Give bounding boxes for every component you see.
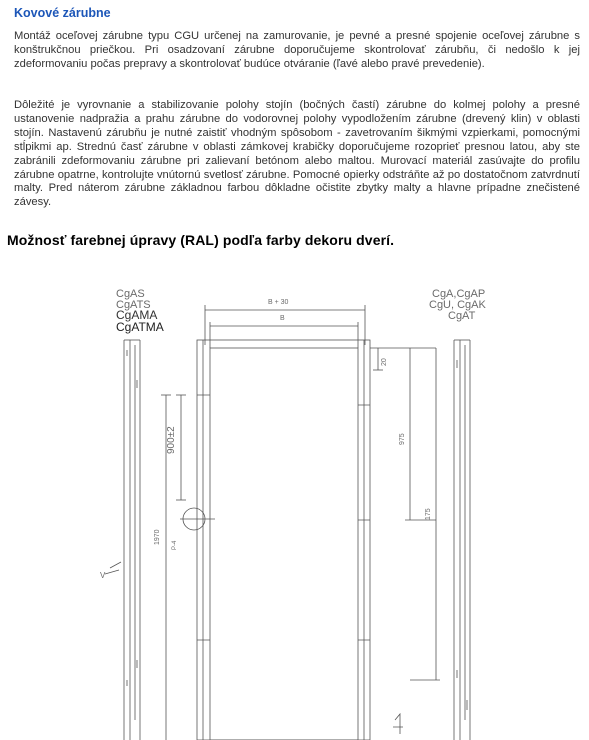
section-title: Kovové zárubne: [14, 6, 111, 20]
dim-top-outer: B + 30: [268, 299, 289, 306]
label-v: V: [100, 571, 106, 580]
left-frame-profile: [124, 340, 140, 740]
type-label-left-3: CgAMA: [116, 308, 158, 322]
dim-20: 20: [381, 358, 388, 366]
dim-1970: 1970: [154, 529, 161, 545]
type-label-left-2: CgATS: [116, 299, 151, 311]
type-label-right-2: CgU, CgAK: [429, 299, 486, 311]
type-label-right-1: CgA,CgAP: [432, 288, 486, 300]
type-label-left-4: CgATMA: [116, 320, 164, 334]
dim-175: 175: [425, 508, 432, 520]
paragraph-alignment: Dôležité je vyrovnanie a stabilizovanie polohy stojín (bočných častí) zárubne do kolmej polohy a presné ustanovenie nadpražia a prahu zárubne do vodorovnej polohy vypodložením zárubne (drevený klin) v oblasti stojín. Nastavenú zárubňu je nutné zaistiť vhodným spôsobom - zavetrovaním šikmými vzpierkami, pomocnými stĺpikmi ap. Strednú časť zárubne v oblasti zámkovej krabičky doporučujeme rozoprieť presnou latou, aby ste zabránili zdeformovaniu zárubne pri zalievaní betónom alebo maltou. Murovací materiál zasúvajte do profilu zárubne opatrne, kontrolujte vnútornú svetlosť zárubne. Pomocné opierky odstráňte až po dostatočnom zatvrdnutí malty. Pred náterom zárubne základnou farbou dôkladne očistite zbytky malty a hlavne prípadne znečistené závesy.: [14, 99, 580, 209]
dim-top-inner: B: [280, 315, 285, 322]
dim-900: 900±2: [166, 426, 177, 454]
type-label-right-3: CgAT: [448, 310, 476, 322]
dim-975: 975: [399, 433, 406, 445]
paragraph-installation: Montáž oceľovej zárubne typu CGU určenej na zamurovanie, je pevné a presné spojenie oceľovej zárubne s konštrukčnou priečkou. Pri osadzovaní zárubne doporučujeme skontrolovať zárubňu, či nedošlo k jej zdeformovaniu počas prepravy a skontrolovať budúce otváranie (ľavé alebo pravé prevedenie).: [14, 30, 580, 70]
right-frame-profile: [454, 340, 470, 740]
ral-heading: Možnosť farebnej úpravy (RAL) podľa farby dekoru dverí.: [7, 232, 395, 248]
door-frame-drawing: [0, 258, 589, 740]
label-hinge: P-4: [172, 540, 178, 550]
type-label-left-1: CgAS: [116, 288, 145, 300]
